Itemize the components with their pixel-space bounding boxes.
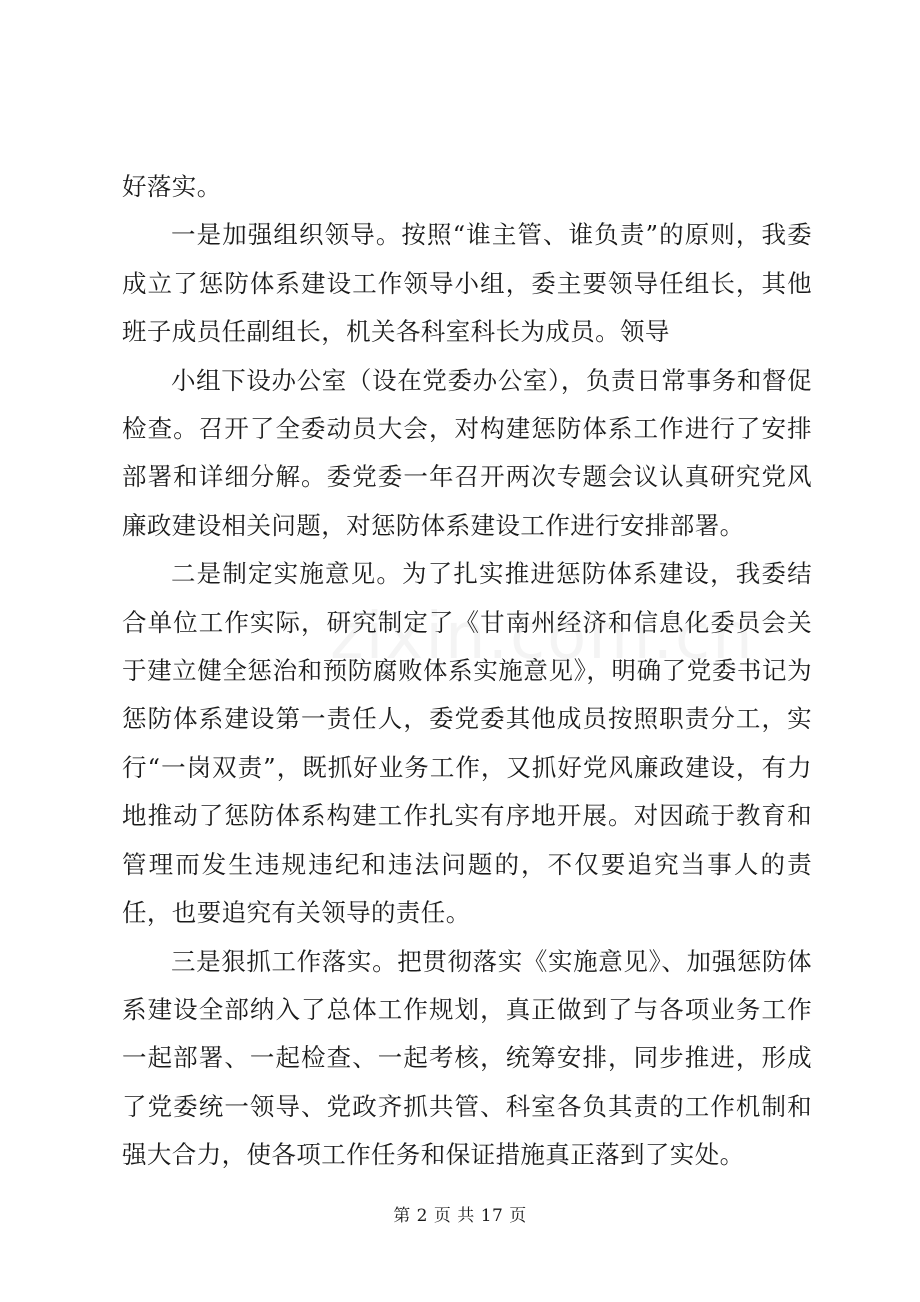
document-body	[122, 163, 812, 1180]
paragraph-office-setup: 小组下设办公室（设在党委办公室），负责日常事务和督促检查。召开了全委动员大会，对构建惩防体系工作进行了安排部署和详细分解。委党委一年召开两次专题会议认真研究党风廉政建设相关问题，对惩防体系建设工作进行安排部署。	[122, 365, 812, 540]
page-number-footer: 第 2 页 共 17 页	[393, 1206, 527, 1226]
paragraph-organization-leadership: 一是加强组织领导。按照“谁主管、谁负责”的原则，我委成立了惩防体系建设工作领导小组，委主要领导任组长，其他班子成员任副组长，机关各科室科长为成员。领导	[122, 220, 812, 347]
paragraph-implementation-opinions: 二是制定实施意见。为了扎实推进惩防体系建设，我委结合单位工作实际，研究制定了《甘南州经济和信息化委员会关于建立健全惩治和预防腐败体系实施意见》，明确了党委书记为惩防体系建设第一责任人，委党委其他成员按照职责分工，实行“一岗双责”，既抓好业务工作，又抓好党风廉政建设，有力地推动了惩防体系构建工作扎实有序地开展。对因疏于教育和管理而发生违规违纪和违法问题的，不仅要追究当事人的责任，也要追究有关领导的责任。	[122, 559, 812, 928]
paragraph-continuation: 好落实。	[122, 172, 222, 201]
paragraph-work-implementation: 三是狠抓工作落实。把贯彻落实《实施意见》、加强惩防体系建设全部纳入了总体工作规划，真正做到了与各项业务工作一起部署、一起检查、一起考核，统筹安排，同步推进，形成了党委统一领导、党政齐抓共管、科室各负其责的工作机制和强大合力，使各项工作任务和保证措施真正落到了实处。	[122, 946, 812, 1170]
